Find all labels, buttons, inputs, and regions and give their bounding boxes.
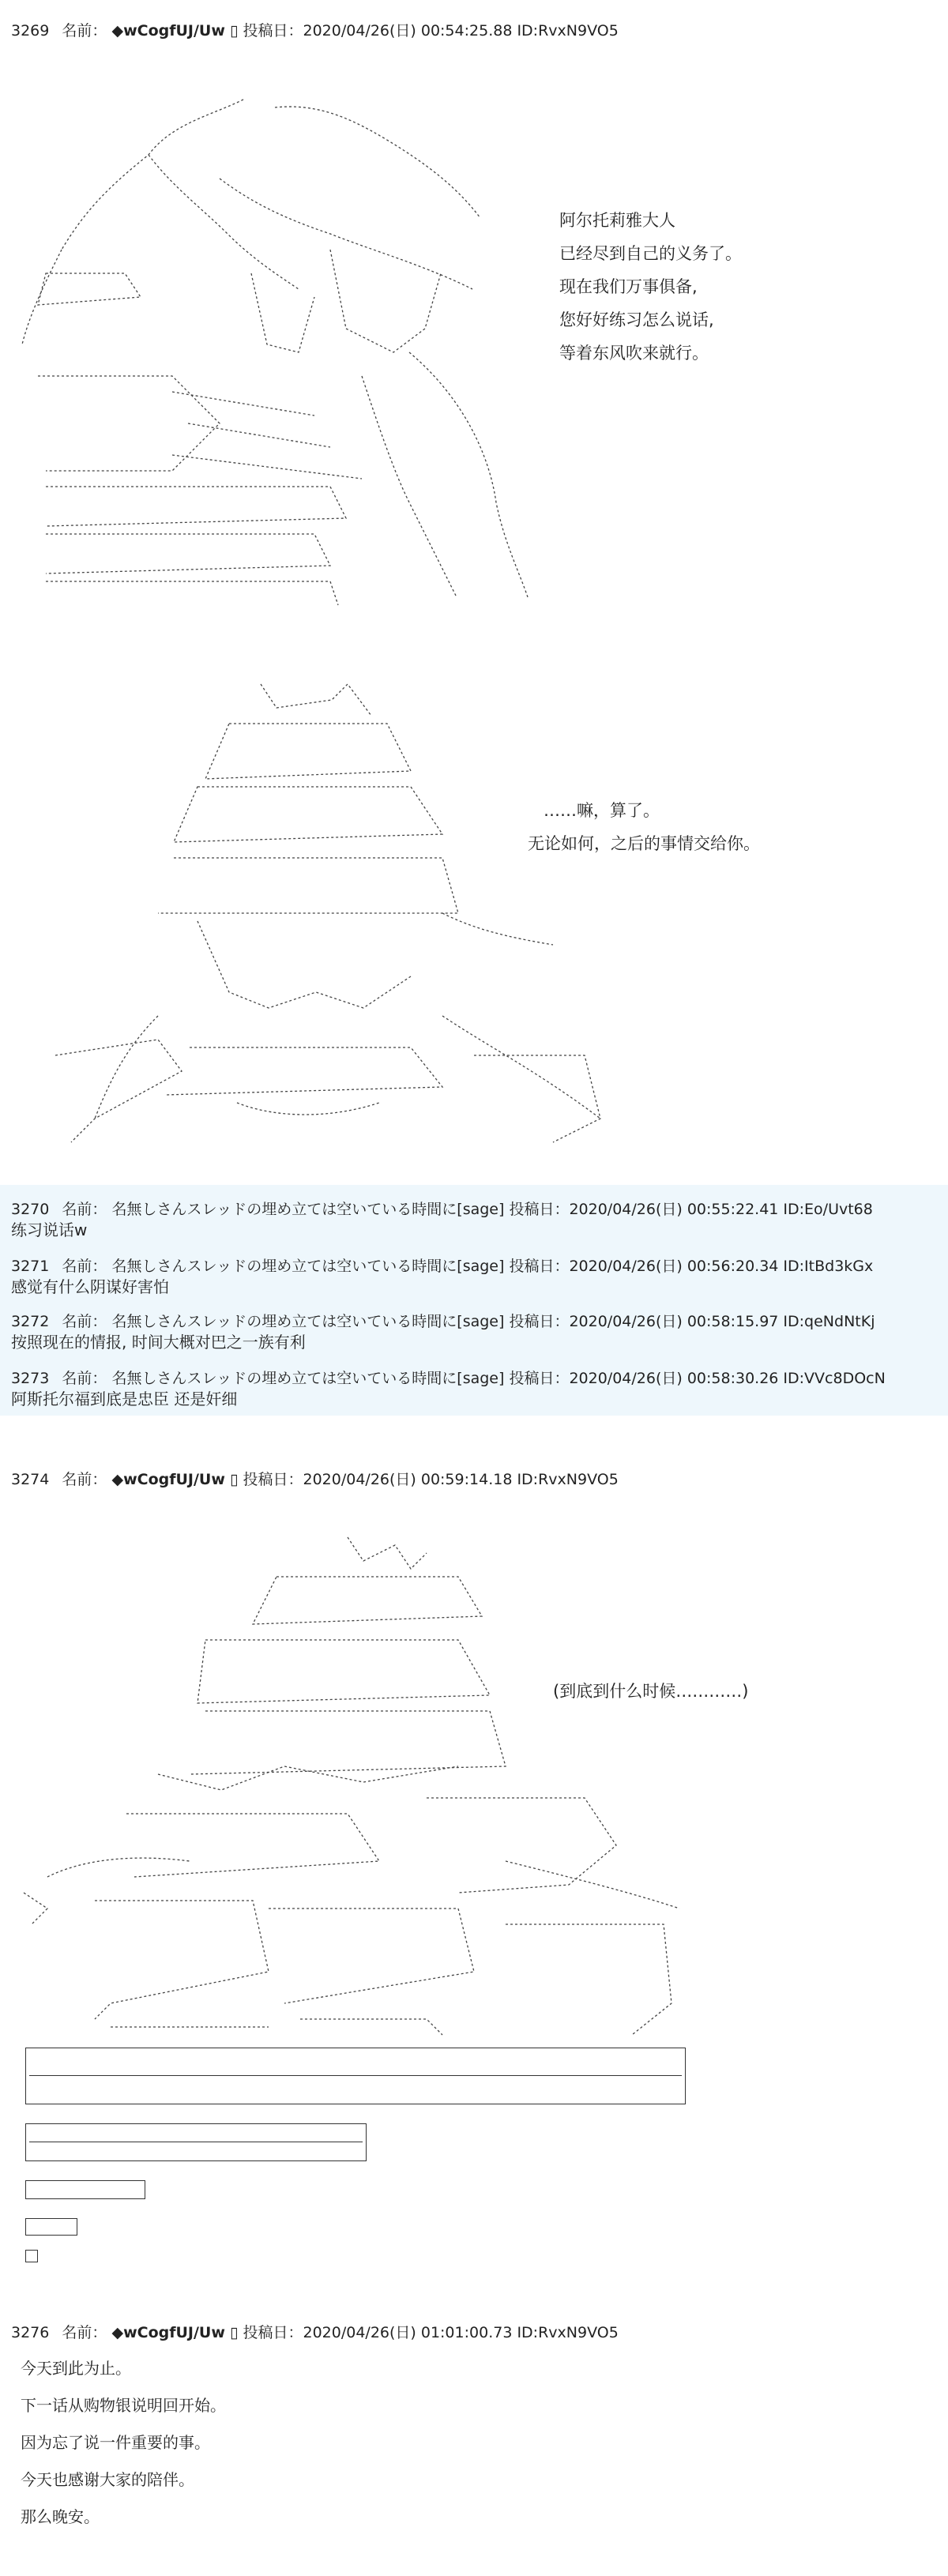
post-header-3269 — [11, 21, 619, 41]
frame-box-small — [25, 2180, 145, 2199]
reply-body: 阿斯托尔福到底是忠臣 还是奸细 — [11, 1390, 238, 1408]
speech-line: 您好好练习怎么说话, — [559, 310, 714, 329]
poster-name[interactable]: 名無しさんスレッドの埋め立ては空いている時間に[sage] — [111, 1370, 505, 1387]
separator-glyph: ▯ — [229, 1471, 239, 1488]
speech-block-1 — [559, 204, 742, 370]
post-header-3276 — [11, 2322, 619, 2343]
frame-box-tiny — [25, 2218, 77, 2236]
post-header-3270 — [11, 1199, 873, 1220]
name-label: 名前： — [62, 1258, 107, 1275]
post-number: 3269 — [11, 22, 50, 39]
name-label: 名前： — [62, 22, 107, 39]
name-label: 名前： — [62, 1313, 107, 1330]
speech-line: 现在我们万事俱备, — [559, 277, 698, 296]
post-meta: 投稿日：2020/04/26(日) 00:59:14.18 ID:RvxN9VO5 — [243, 1471, 619, 1488]
speech-block-3 — [553, 1675, 748, 1708]
speech-line: 无论如何，之后的事情交给你。 — [528, 834, 760, 853]
post-number: 3270 — [11, 1201, 50, 1218]
post-header-3274 — [11, 1469, 619, 1490]
speech-line: ……嘛，算了。 — [544, 801, 660, 820]
post-meta: 投稿日：2020/04/26(日) 01:01:00.73 ID:RvxN9VO5 — [243, 2324, 619, 2341]
poster-name[interactable]: 名無しさんスレッドの埋め立ては空いている時間に[sage] — [111, 1201, 505, 1218]
speech-line: (到底到什么时候…………) — [553, 1682, 749, 1701]
closing-line: 那么晚安。 — [21, 2507, 100, 2526]
ascii-art-figure-1 — [14, 79, 536, 592]
post-number: 3274 — [11, 1471, 50, 1488]
closing-line: 因为忘了说一件重要的事。 — [21, 2433, 210, 2452]
ascii-art-figure-2-drawing — [0, 676, 624, 1150]
frame-box-rule — [29, 2075, 682, 2076]
closing-line: 今天也感谢大家的陪伴。 — [21, 2470, 194, 2489]
speech-block-2 — [528, 794, 760, 860]
closing-line: 下一话从购物银说明回开始。 — [21, 2396, 226, 2415]
post-number: 3271 — [11, 1258, 50, 1275]
frame-box-mini — [25, 2250, 38, 2262]
frame-box-medium — [25, 2123, 367, 2161]
poster-name[interactable]: 名無しさんスレッドの埋め立ては空いている時間に[sage] — [111, 1258, 505, 1275]
poster-name[interactable]: ◆wCogfUJ/Uw — [111, 1471, 225, 1488]
post-meta: 投稿日：2020/04/26(日) 00:55:22.41 ID:Eo/Uvt68 — [509, 1201, 873, 1218]
post-number: 3276 — [11, 2324, 50, 2341]
post-header-3272 — [11, 1311, 875, 1332]
frame-box-large — [25, 2048, 686, 2104]
post-meta: 投稿日：2020/04/26(日) 00:58:30.26 ID:VVc8DOcN — [509, 1370, 886, 1387]
name-label: 名前： — [62, 1471, 107, 1488]
poster-name[interactable]: 名無しさんスレッドの埋め立ては空いている時間に[sage] — [111, 1313, 505, 1330]
ascii-art-figure-3 — [16, 1517, 695, 2030]
reply-body: 按照现在的情报, 时间大概对巴之一族有利 — [11, 1333, 306, 1352]
reply-body: 练习说话w — [11, 1220, 88, 1239]
post-meta: 投稿日：2020/04/26(日) 00:56:20.34 ID:ItBd3kGx — [509, 1258, 874, 1275]
closing-line: 今天到此为止。 — [21, 2359, 131, 2378]
post-meta: 投稿日：2020/04/26(日) 00:54:25.88 ID:RvxN9VO5 — [243, 22, 619, 39]
name-label: 名前： — [62, 1201, 107, 1218]
speech-line: 已经尽到自己的义务了。 — [559, 244, 742, 263]
post-number: 3272 — [11, 1313, 50, 1330]
name-label: 名前： — [62, 1370, 107, 1387]
ascii-art-figure-2 — [0, 664, 624, 1138]
speech-line: 阿尔托莉雅大人 — [559, 211, 675, 230]
ascii-art-figure-1-drawing — [14, 92, 536, 605]
post-number: 3273 — [11, 1370, 50, 1387]
reply-body: 感觉有什么阴谋好害怕 — [11, 1277, 169, 1296]
separator-glyph: ▯ — [229, 22, 239, 39]
separator-glyph: ▯ — [229, 2324, 239, 2341]
ascii-art-figure-3-drawing — [16, 1529, 695, 2043]
speech-line: 等着东风吹来就行。 — [559, 344, 709, 363]
post-meta: 投稿日：2020/04/26(日) 00:58:15.97 ID:qeNdNtKj — [509, 1313, 875, 1330]
post-header-3271 — [11, 1256, 873, 1277]
poster-name[interactable]: ◆wCogfUJ/Uw — [111, 22, 225, 39]
closing-message — [21, 2350, 226, 2536]
name-label: 名前： — [62, 2324, 107, 2341]
post-header-3273 — [11, 1368, 886, 1389]
poster-name[interactable]: ◆wCogfUJ/Uw — [111, 2324, 225, 2341]
